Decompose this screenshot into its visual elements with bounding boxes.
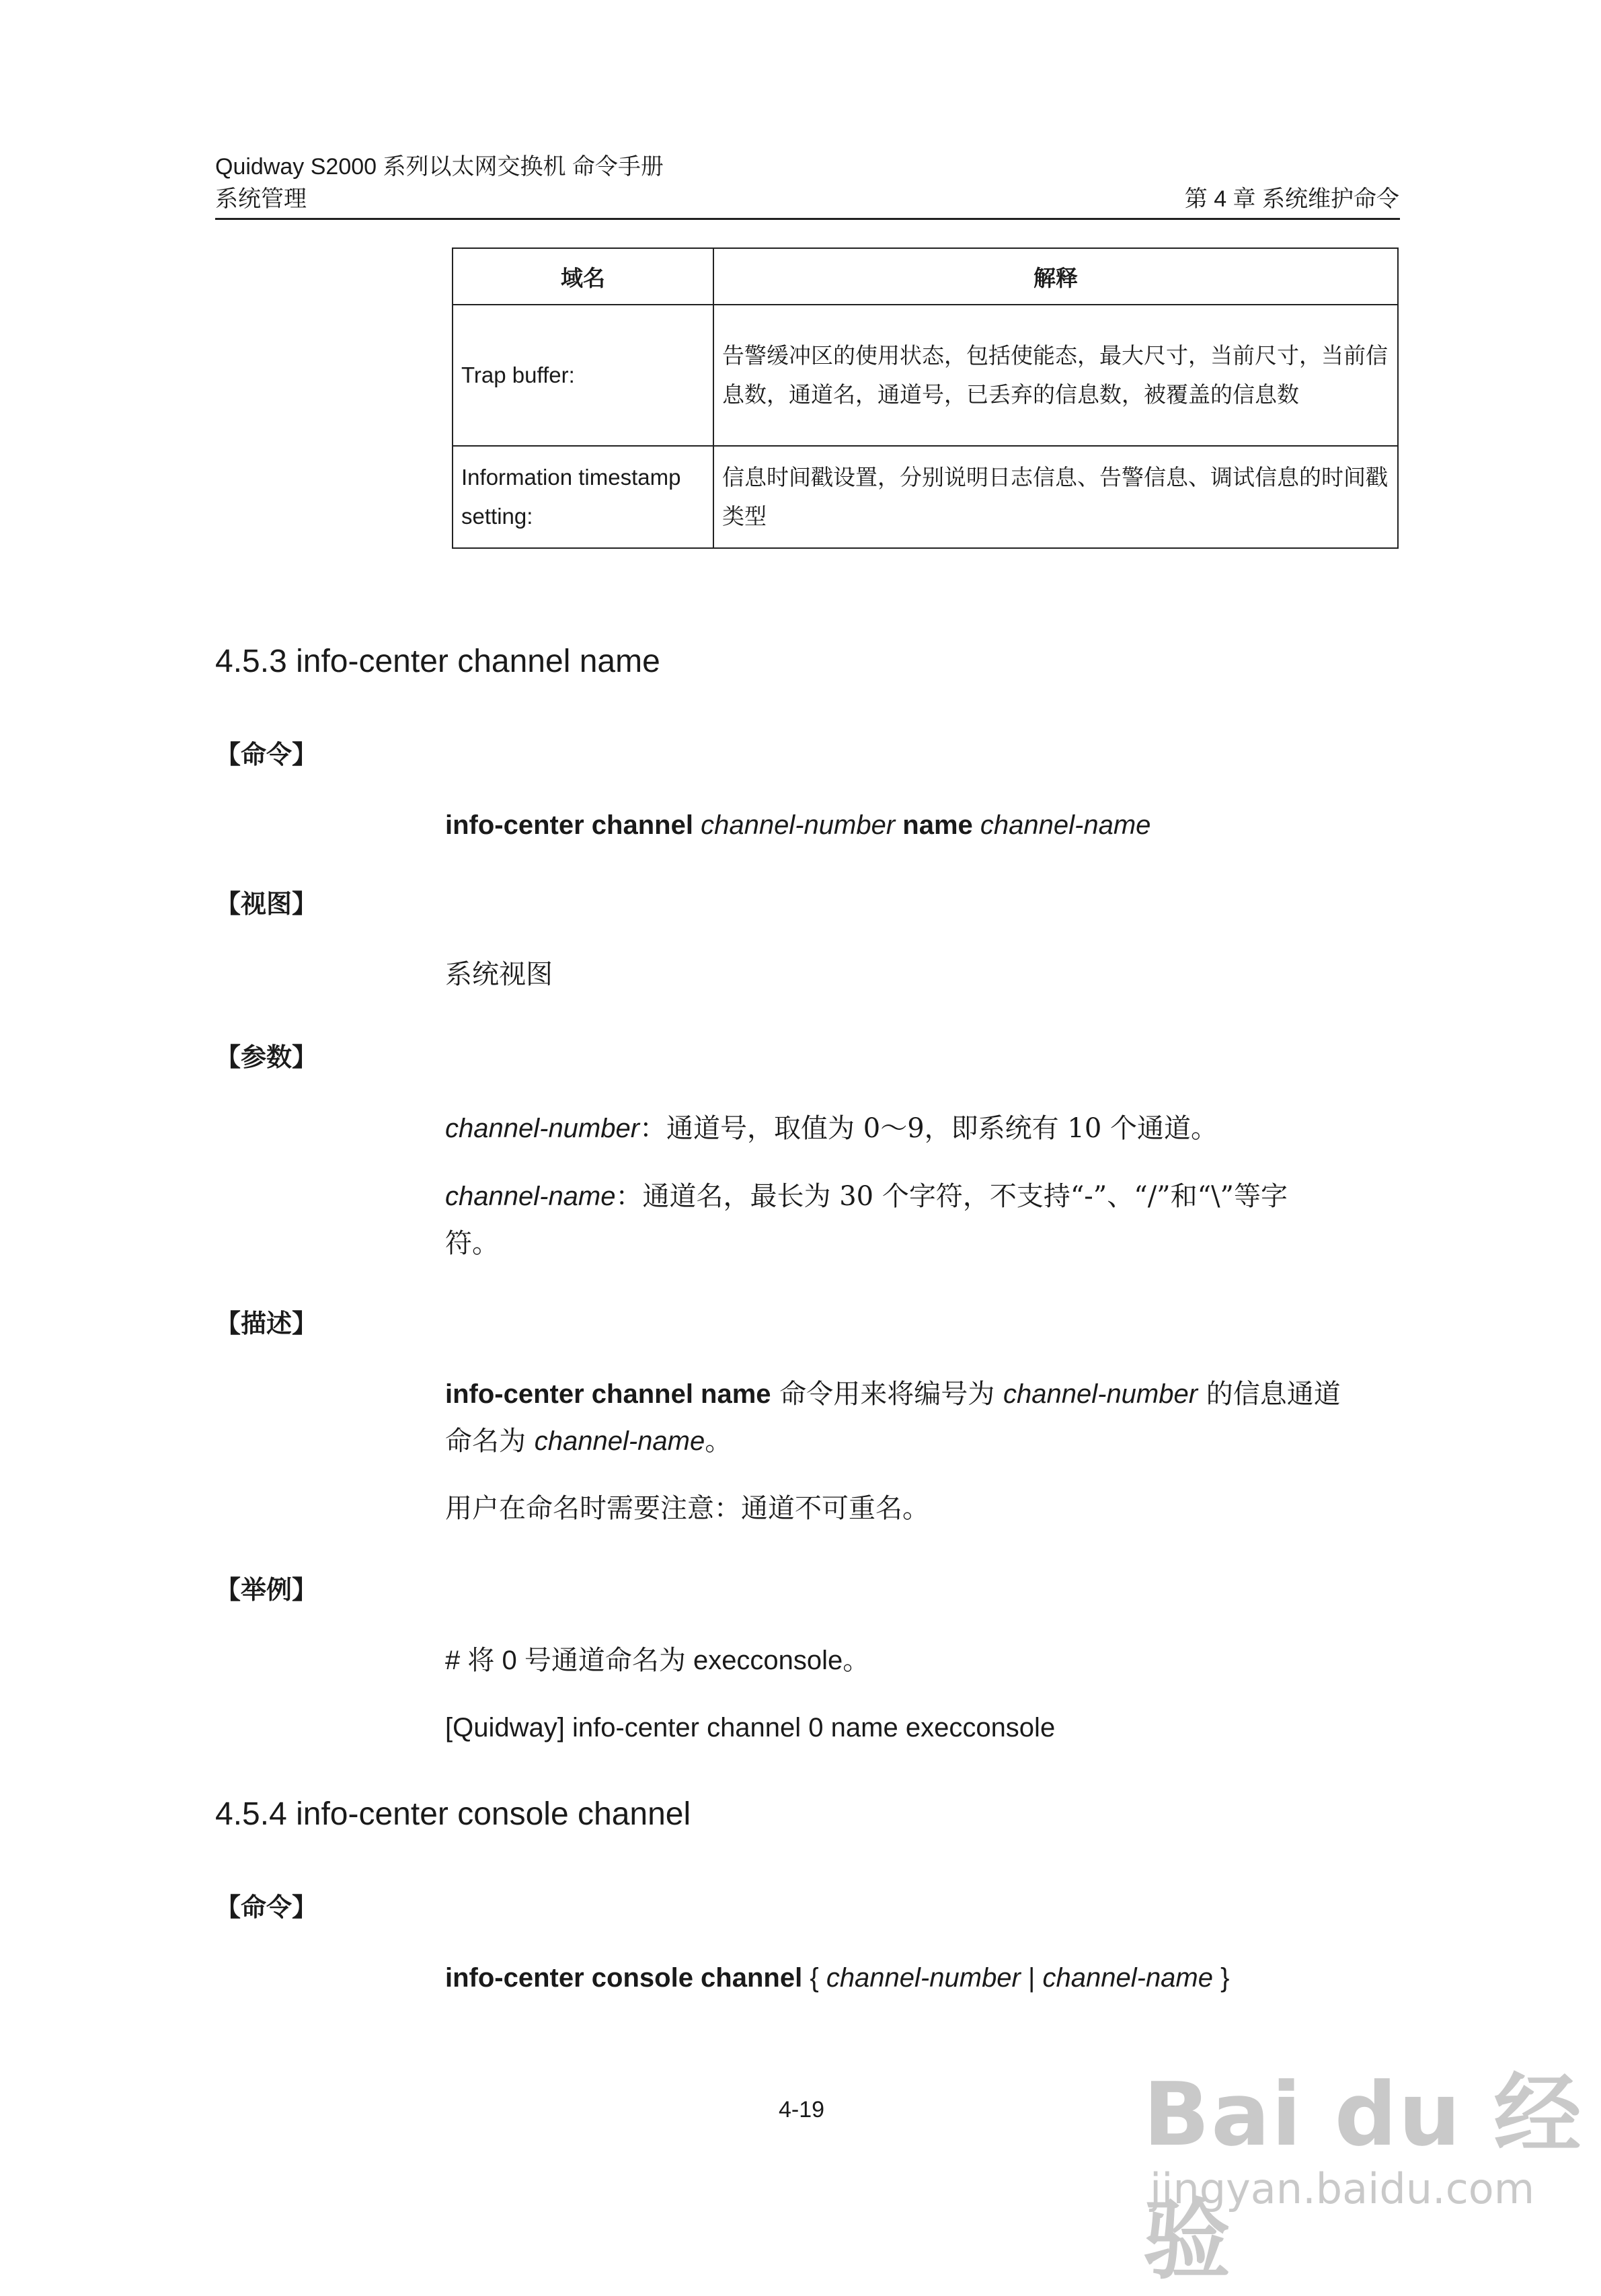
parameter-description: ：通道名，最长为 30 个字符，不支持“-”、“/”和“\”等字 xyxy=(615,1181,1288,1212)
description-text: 命令用来将编号为 xyxy=(771,1379,1003,1410)
command-argument: channel-number xyxy=(826,1963,1021,1993)
syntax-brace: } xyxy=(1213,1963,1230,1993)
page-number: 4-19 xyxy=(779,2097,825,2122)
parameter-description: ：通道号，取值为 0～9，即系统有 10 个通道。 xyxy=(639,1113,1218,1144)
table-row xyxy=(453,305,1398,446)
view-tag: 【视图】 xyxy=(215,890,318,919)
command-syntax xyxy=(445,802,1150,849)
book-title: Quidway S2000 系列以太网交换机 命令手册 xyxy=(215,154,664,180)
description-tag: 【描述】 xyxy=(215,1310,318,1338)
part-title: 系统管理 xyxy=(215,186,307,212)
description-text: 。 xyxy=(705,1426,732,1457)
table-header-row xyxy=(453,248,1398,305)
table-row xyxy=(453,446,1398,548)
section-heading: 4.5.3 info-center channel name xyxy=(215,644,660,679)
column-header: 解释 xyxy=(713,248,1398,305)
field-description: 告警缓冲区的使用状态，包括使能态，最大尺寸，当前尺寸，当前信息数，通道名，通道号，已丢弃的信息数，被覆盖的信息数 xyxy=(713,305,1398,446)
command-keyword: name xyxy=(902,810,973,840)
watermark-url: jingyan.baidu.com xyxy=(1150,2164,1535,2213)
command-argument: channel-name xyxy=(534,1426,705,1456)
command-argument: channel-number xyxy=(701,810,896,840)
parameter-name: channel-name xyxy=(445,1182,616,1211)
description-note: 用户在命名时需要注意：通道不可重名。 xyxy=(445,1493,929,1524)
parameter-item xyxy=(445,1105,1218,1152)
command-argument: channel-name xyxy=(1042,1963,1213,1993)
description-text: 的信息通道 xyxy=(1198,1379,1341,1410)
command-argument: channel-number xyxy=(1003,1379,1198,1409)
description-text: 命名为 xyxy=(445,1426,535,1457)
parameter-name: channel-number xyxy=(445,1114,640,1143)
syntax-separator: | xyxy=(1020,1963,1043,1993)
parameter-item xyxy=(445,1173,1288,1220)
description-line xyxy=(445,1418,732,1465)
command-argument: channel-name xyxy=(980,810,1151,840)
command-keyword: info-center channel xyxy=(445,810,693,840)
field-table xyxy=(452,247,1399,549)
header-rule xyxy=(215,218,1400,220)
command-syntax xyxy=(445,1954,1229,2001)
example-comment: # 将 0 号通道命名为 execconsole。 xyxy=(445,1646,870,1675)
field-description: 信息时间戳设置，分别说明日志信息、告警信息、调试信息的时间戳类型 xyxy=(713,446,1398,548)
view-text: 系统视图 xyxy=(445,959,553,990)
command-keyword: info-center console channel xyxy=(445,1963,803,1993)
syntax-brace: { xyxy=(802,1963,826,1993)
parameter-description-continued: 符。 xyxy=(445,1228,499,1259)
section-heading: 4.5.4 info-center console channel xyxy=(215,1796,691,1832)
command-tag: 【命令】 xyxy=(215,1894,318,1922)
column-header: 域名 xyxy=(453,248,713,305)
field-name: Information timestamp setting: xyxy=(453,446,713,548)
example-command: [Quidway] info-center channel 0 name execconsole xyxy=(445,1713,1056,1743)
watermark-logo: Bai du 经验 xyxy=(1143,2063,1583,2291)
field-name: Trap buffer: xyxy=(453,305,713,446)
parameter-tag: 【参数】 xyxy=(215,1044,318,1072)
chapter-title: 第 4 章 系统维护命令 xyxy=(1184,186,1399,212)
example-tag: 【举例】 xyxy=(215,1576,318,1605)
command-tag: 【命令】 xyxy=(215,741,318,769)
description-line xyxy=(445,1371,1341,1418)
command-keyword: info-center channel name xyxy=(445,1379,771,1409)
